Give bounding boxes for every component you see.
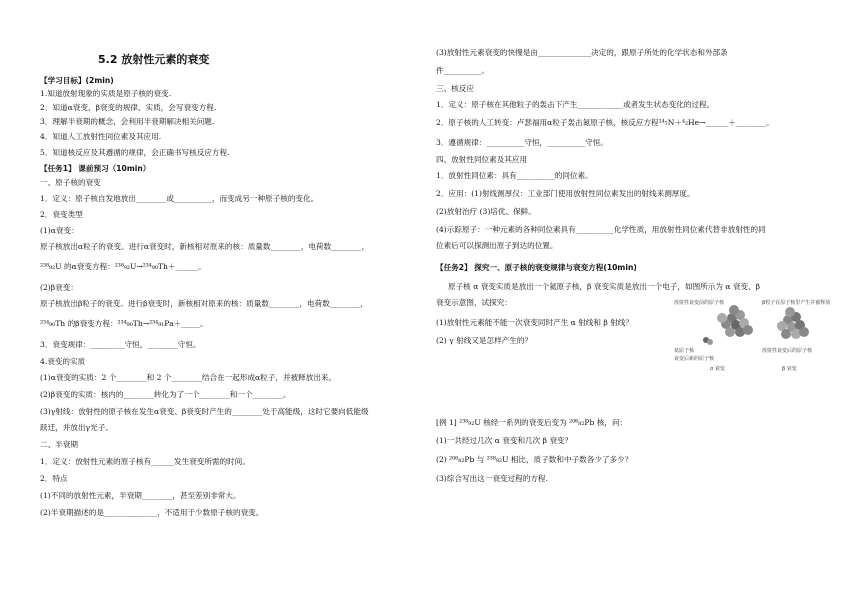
text-line: 4.衰变的实质 — [40, 357, 86, 366]
beta-decay-nucleus — [777, 307, 809, 339]
text-line: 1．放射性同位素：具有__________的同位素。 — [436, 171, 593, 180]
goal-5: 5．知道核反应及其遵循的规律，会正确书写核反应方程. — [40, 148, 230, 157]
text-line: (1)α衰变： — [40, 226, 79, 235]
decay-diagram-figure — [670, 296, 831, 374]
goal-4: 4．知道人工放射性同位素及其应用. — [40, 132, 162, 141]
figure-caption-beta: β 衰变 — [782, 366, 797, 372]
text-line: 件__________。 — [436, 66, 490, 75]
text-line: (2)半衰期描述的是______________，不适用于少数原子核的衰变。 — [40, 508, 264, 517]
text-line: 位素后可以探测出原子到达的位置。 — [436, 241, 558, 250]
text-line: (3)γ射线：放射性的原子核在发生α衰变、β衰变时产生的________处于高能级，这时它要向低能级 — [40, 407, 369, 416]
text-line: 1．定义：放射性元素的原子核有______发生衰变所需的时间。 — [40, 457, 250, 466]
text-line: 2．应用：(1)射线测厚仪：工业部门使用放射性同位素发出的射线来测厚度。 — [436, 189, 695, 198]
section-heading: 四、放射性同位素及其应用 — [436, 155, 528, 164]
question-line: (3)综合写出这一衰变过程的方程. — [436, 474, 548, 483]
task1-heading: 【任务1】 课前预习（10min） — [40, 164, 151, 173]
text-line: 原子核放出α粒子的衰变。进行α衰变时，新核相对原来的核：质量数________，电荷数________， — [40, 242, 370, 251]
text-line: (2)放射治疗 (3)培优、保鲜。 — [436, 207, 536, 216]
goal-1: 1.知道放射现象的实质是原子核的衰变. — [40, 89, 172, 98]
text-line: 跃迁，并放出γ光子。 — [40, 423, 113, 432]
text-line: 3．衰变规律：_________守恒，________守恒。 — [40, 340, 201, 349]
helium-nucleus — [703, 337, 713, 345]
figure-label: 氦原子核 — [674, 348, 695, 354]
example-heading: [例 1] ²³⁸₉₂U 核经一系列的衰变后变为 ²⁰⁶₈₂Pb 核，问： — [436, 418, 628, 427]
question-line: (1)放射性元素能不能一次衰变同时产生 α 射线和 β 射线？ — [436, 318, 633, 327]
section-heading: 二、半衰期 — [40, 440, 78, 449]
text-line: (4)示踪原子：一种元素的各种同位素具有__________化学性质，用放射性同位素代替非放射性的同 — [436, 225, 766, 234]
text-line: 原子核放出β粒子的衰变。进行β衰变时，新核相对原来的核：质量数________，电荷数________， — [40, 299, 368, 308]
section-heading: 一、原子核的衰变 — [40, 178, 101, 187]
text-line: 1．定义：原子核在其他粒子的轰击下产生____________或者发生状态变化的过程。 — [436, 100, 715, 109]
figure-label: 放射性衰变后的原子核 — [762, 348, 813, 354]
figure-caption-alpha: α 衰变 — [710, 366, 725, 372]
question-line: (2) γ 射线又是怎样产生的？ — [436, 336, 533, 345]
text-line: 2．特点 — [40, 474, 68, 483]
goal-3: 3．理解半衰期的概念，会利用半衰期解决相关问题. — [40, 117, 215, 126]
text-line: (3)放射性元素衰变的快慢是由______________决定的，跟原子所处的化学状态和外部条 — [436, 48, 728, 57]
goal-2: 2．知道α衰变、β衰变的规律、实质，会写衰变方程. — [40, 103, 217, 112]
task2-heading: 【任务2】 探究一、原子核的衰变规律与衰变方程(10min) — [436, 263, 637, 272]
learning-goals-heading: 【学习目标】(2min) — [40, 76, 114, 85]
question-line: (2) ²⁰⁶₈₂Pb 与 ²³⁸₉₂U 相比，质子数和中子数各少了多少？ — [436, 455, 633, 464]
equation-line: 2．原子核的人工转变：卢瑟福用α粒子轰击氮原子核，核反应方程¹⁴₇N＋⁴₂He→______＋________。 — [436, 118, 774, 127]
equation-line: ²³⁴₉₀Th 的β衰变方程：²³⁴₉₀Th→²³⁴₉₁Pa＋_____。 — [40, 319, 208, 328]
text-line: (2)β衰变的实质：核内的________转化为了一个________和一个________。 — [40, 390, 291, 399]
text-line: 原子核 α 衰变实质是放出一个氦原子核，β 衰变实质是放出一个电子，如图所示为 α 衰变、β — [448, 282, 761, 291]
question-line: (1)一共经过几次 α 衰变和几次 β 衰变？ — [436, 436, 573, 445]
text-line: 1．定义：原子核自发地放出________或__________，而变成另一种原子核的变化。 — [40, 194, 319, 203]
section-heading: 三、核反应 — [436, 84, 474, 93]
text-line: (1)不同的放射性元素，半衰期________，甚至差别非常大。 — [40, 491, 241, 500]
text-line: 衰变示意图，试探究： — [436, 298, 512, 307]
figure-label: 衰变后新的原子核 — [674, 356, 715, 362]
alpha-decay-nucleus — [717, 305, 753, 337]
text-line: 2．衰变类型 — [40, 210, 83, 219]
equation-line: ²³⁸₉₂U 的α衰变方程：²³⁸₉₂U→²³⁴₉₀Th＋______。 — [40, 262, 206, 271]
text-line: 3．遵循规律：__________守恒，__________守恒。 — [436, 138, 608, 147]
text-line: (1)α衰变的实质：2 个________和 2 个________结合在一起形成α粒子，并被释放出来。 — [40, 373, 337, 382]
text-line: (2)β衰变： — [40, 283, 78, 292]
figure-label: β粒子在原子核里产生并被释放 — [762, 300, 831, 306]
figure-label: 放射性衰变前的原子核 — [674, 300, 725, 306]
page-title: 5.2 放射性元素的衰变 — [98, 53, 210, 66]
